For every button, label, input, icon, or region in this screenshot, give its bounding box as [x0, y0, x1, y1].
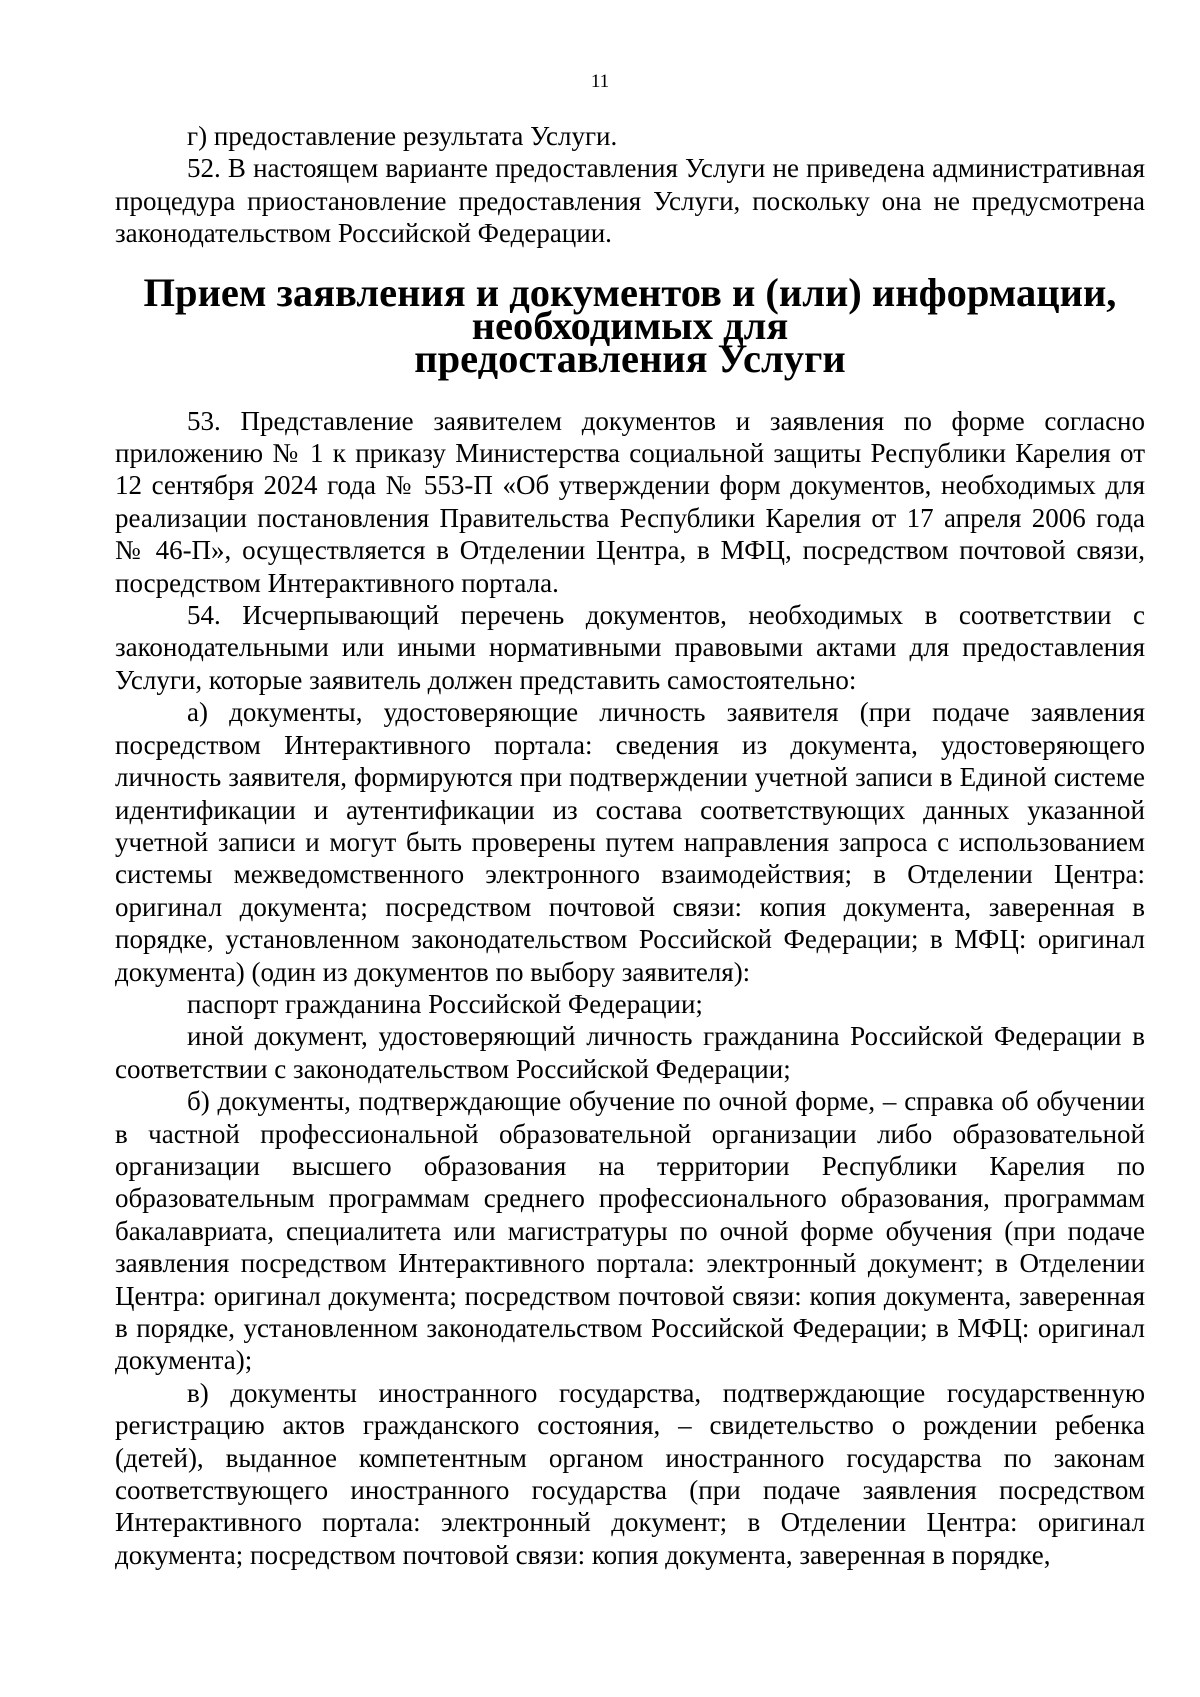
section-heading-line2: предоставления Услуги: [414, 335, 846, 381]
paragraph-subitem-g: г) предоставление результата Услуги.: [187, 121, 618, 151]
paragraph-54: 54. Исчерпывающий перечень документов, необходимых в соответствии с законодательными или иными нормативными правовыми актами для предоставления Услуги, которые заявитель должен представить самостоятельно:: [115, 600, 1145, 695]
paragraph-54-b: б) документы, подтверждающие обучение по очной форме, – справка об обучении в частной профессиональной образовательной организации либо образовательной организации высшего образования на территории Республики Карелия по образовательным программам среднего профессионального образования, программам бакалавриата, специалитета или магистратуры по очной форме обучения (при подаче заявления посредством Интерактивного портала: электронный документ; в Отделении Центра: оригинал документа; посредством почтовой связи: копия документа, заверенная в порядке, установленном законодательством Российской Федерации; в МФЦ: оригинал документа);: [115, 1086, 1145, 1376]
list-item-other-id: иной документ, удостоверяющий личность гражданина Российской Федерации в соответствии с законодательством Российской Федерации;: [115, 1021, 1145, 1084]
paragraph-53: 53. Представление заявителем документов и заявления по форме согласно приложению № 1 к приказу Министерства социальной защиты Республики Карелия от 12 сентября 2024 года № 553-П «Об утверждении форм документов, необходимых для реализации постановления Правительства Республики Карелия от 17 апреля 2006 года № 46-П», осуществляется в Отделении Центра, в МФЦ, посредством почтовой связи, посредством Интерактивного портала.: [115, 405, 1145, 598]
paragraph-52: 52. В настоящем варианте предоставления Услуги не приведена административная процедура приостановление предоставления Услуги, поскольку она не предусмотрена законодательством Российской Федерации.: [115, 153, 1145, 249]
list-item-passport: паспорт гражданина Российской Федерации;: [187, 988, 703, 1019]
section-heading: [115, 269, 1145, 381]
page-number: 11: [590, 71, 610, 92]
document-body: [115, 120, 1145, 1571]
paragraph-54-a: а) документы, удостоверяющие личность заявителя (при подаче заявления посредством Интерактивного портала: сведения из документа, удостоверяющего личность заявителя, формируются при подтверждении учетной записи в Единой системе идентификации и аутентификации из состава соответствующих данных указанной учетной записи и могут быть проверены путем направления запроса с использованием системы межведомственного электронного взаимодействия; в Отделении Центра: оригинал документа; посредством почтовой связи: копия документа, заверенная в порядке, установленном законодательством Российской Федерации; в МФЦ: оригинал документа) (один из документов по выбору заявителя):: [115, 697, 1145, 987]
section-heading-line1: Прием заявления и документов и (или) информации, необходимых для: [143, 269, 1117, 348]
paragraph-54-v: в) документы иностранного государства, подтверждающие государственную регистрацию актов гражданского состояния, – свидетельство о рождении ребенка (детей), выданное компетентным органом иностранного государства по законам соответствующего иностранного государства (при подаче заявления посредством Интерактивного портала: электронный документ; в Отделении Центра: оригинал документа; посредством почтовой связи: копия документа, заверенная в порядке,: [115, 1377, 1145, 1570]
